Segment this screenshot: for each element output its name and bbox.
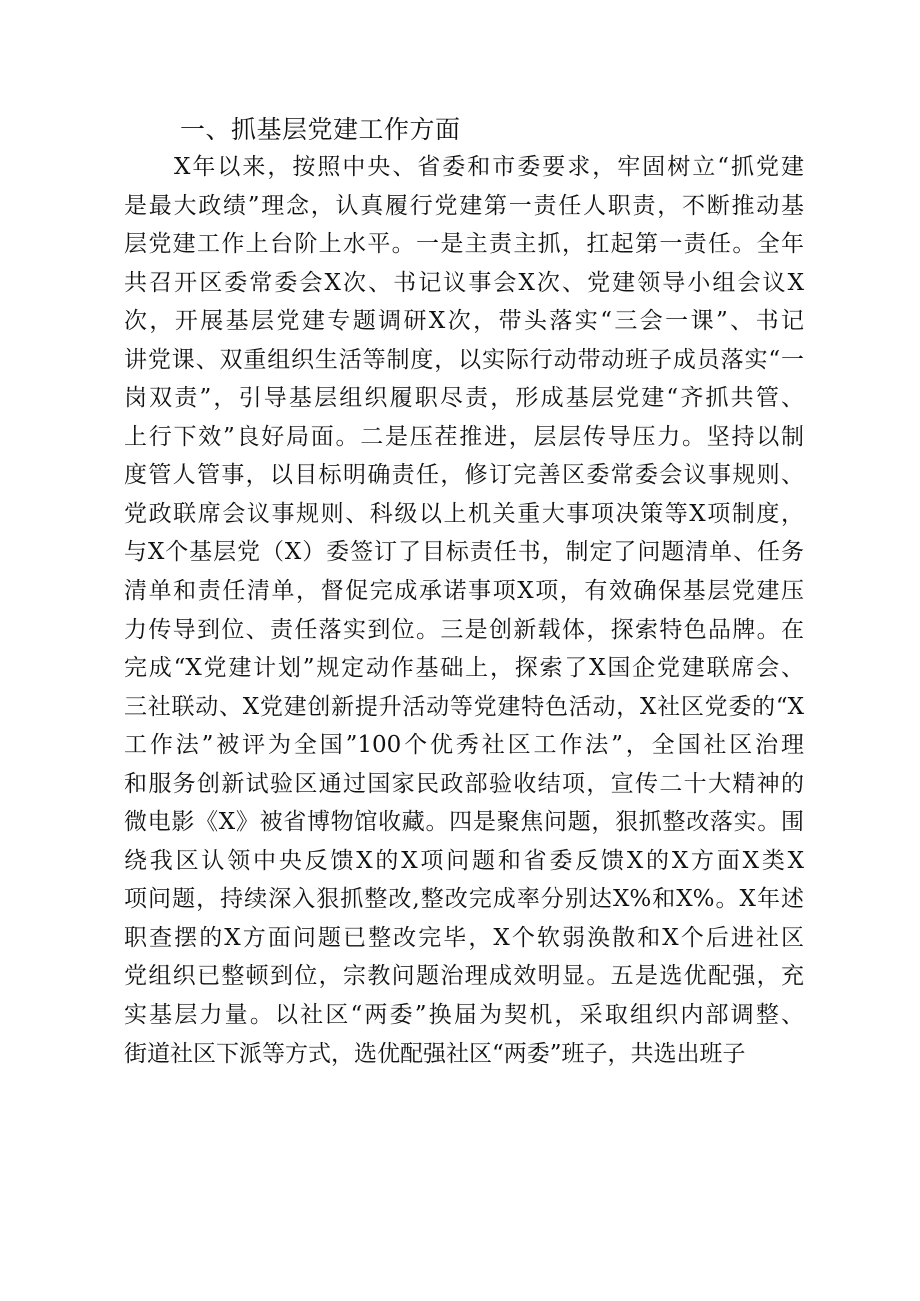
paragraph-line: 三社联动、X党建创新提升活动等党建特色活动，X社区党委的“X [124,693,804,720]
paragraph-line: 项问题，持续深入狠抓整改,整改完成率分别达X%和X%。X年述 [124,886,804,913]
paragraph-line: 微电影《X》被省博物馆收藏。四是聚焦问题，狠抓整改落实。围 [124,809,804,836]
paragraph-line: 力传导到位、责任落实到位。三是创新载体，探索特色品牌。在 [124,616,804,643]
paragraph-line: 是最大政绩”理念，认真履行党建第一责任人职责，不断推动基 [124,192,804,219]
paragraph-line: 和服务创新试验区通过国家民政部验收结项，宣传二十大精神的 [124,770,804,797]
paragraph-line: 党政联席会议事规则、科级以上机关重大事项决策等X项制度， [124,500,804,527]
body-paragraph [124,148,804,1073]
paragraph-line: 共召开区委常委会X次、书记议事会X次、党建领导小组会议X [124,269,804,296]
section-heading: 一、抓基层党建工作方面 [180,115,461,144]
paragraph-line: 街道社区下派等方式，选优配强社区“两委”班子，共选出班子 [124,1040,746,1067]
paragraph-line: 绕我区认领中央反馈X的X项问题和省委反馈X的X方面X类X [124,847,804,874]
paragraph-line: 与X个基层党（X）委签订了目标责任书，制定了问题清单、任务 [124,539,804,566]
paragraph-line: 岗双责”，引导基层组织履职尽责，形成基层党建“齐抓共管、 [124,385,804,412]
paragraph-line: 实基层力量。以社区“两委”换届为契机，采取组织内部调整、 [124,1002,804,1029]
paragraph-line: 完成“X党建计划”规定动作基础上，探索了X国企党建联席会、 [124,655,804,682]
paragraph-line: X年以来，按照中央、省委和市委要求，牢固树立“抓党建 [124,154,804,180]
paragraph-line: 党组织已整顿到位，宗教问题治理成效明显。五是选优配强，充 [124,963,804,990]
paragraph-line: 上行下效”良好局面。二是压茬推进，层层传导压力。坚持以制 [124,423,804,450]
paragraph-line: 职查摆的X方面问题已整改完毕，X个软弱涣散和X个后进社区 [124,924,804,951]
paragraph-line: 次，开展基层党建专题调研X次，带头落实“三会一课”、书记 [124,308,804,335]
paragraph-line: 清单和责任清单，督促完成承诺事项X项，有效确保基层党建压 [124,578,804,605]
paragraph-line: 工作法”被评为全国”100个优秀社区工作法”，全国社区治理 [124,732,804,759]
paragraph-line: 讲党课、双重组织生活等制度，以实际行动带动班子成员落实“一 [124,346,804,373]
paragraph-line: 度管人管事，以目标明确责任，修订完善区委常委会议事规则、 [124,462,804,489]
paragraph-line: 层党建工作上台阶上水平。一是主责主抓，扛起第一责任。全年 [124,231,804,258]
